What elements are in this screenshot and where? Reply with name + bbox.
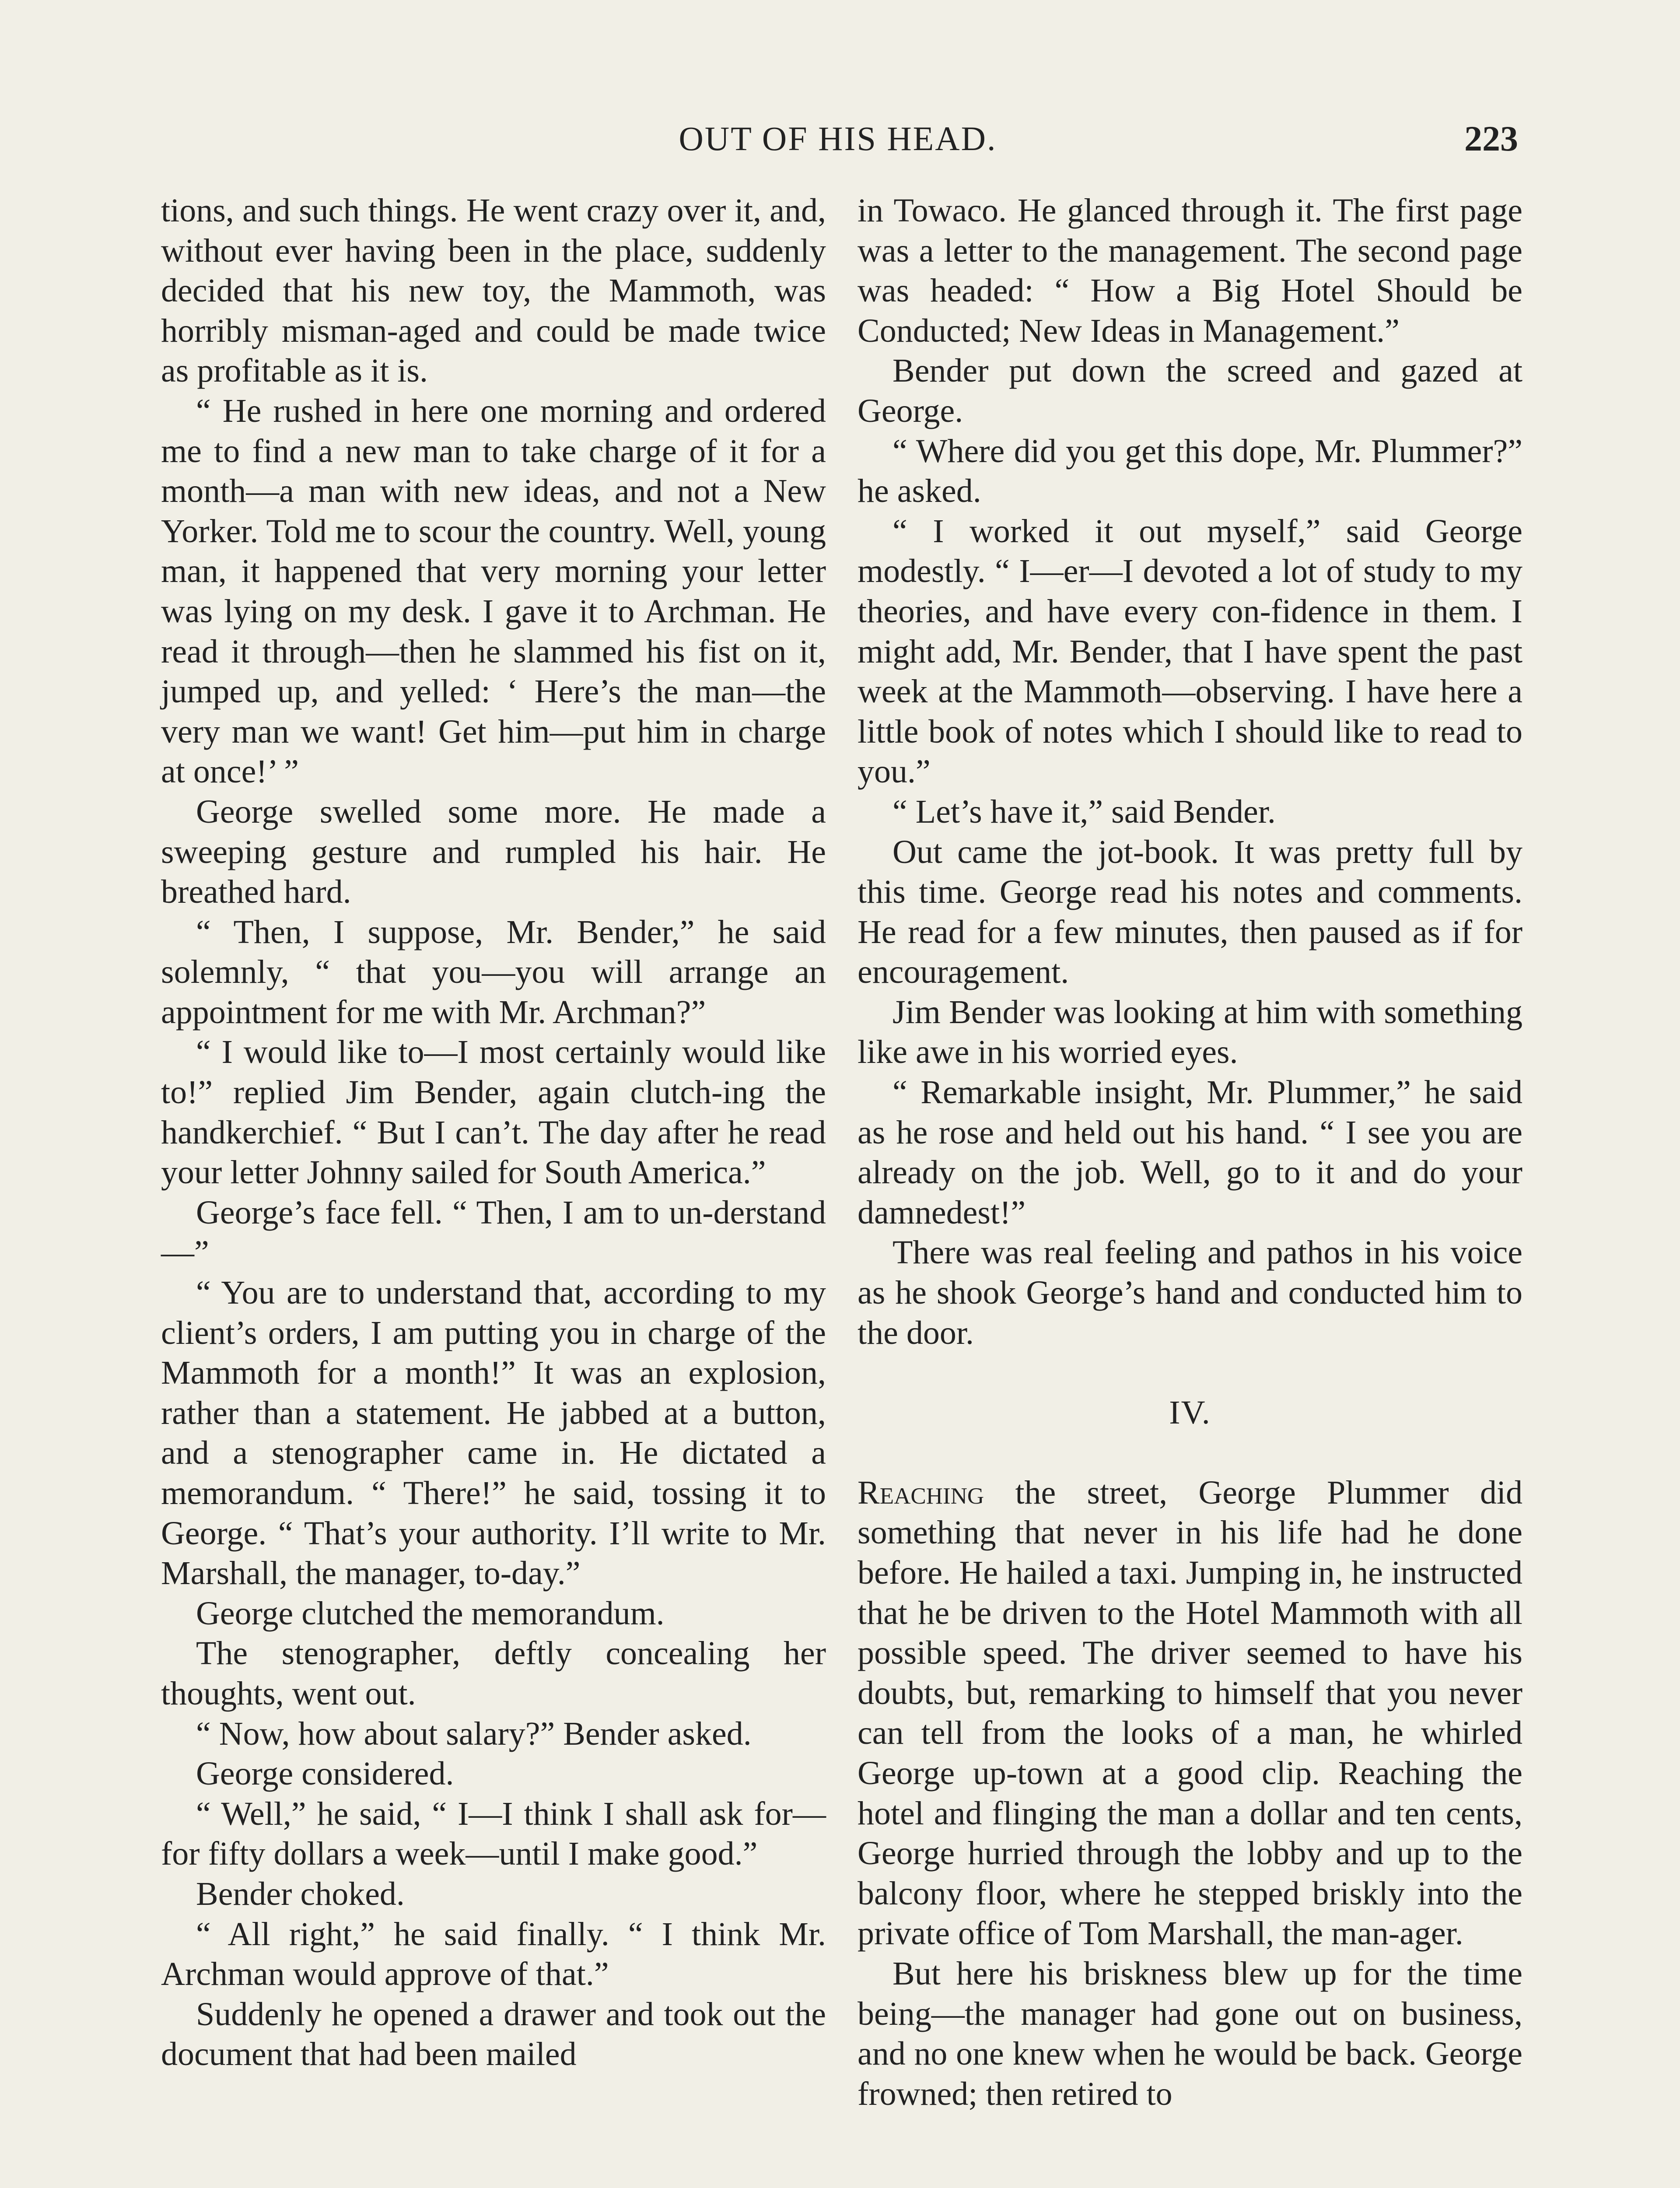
section-heading: IV. [1169,1394,1211,1431]
running-title: OUT OF HIS HEAD. [679,119,997,158]
paragraph: tions, and such things. He went crazy over it, and, without ever having been in the place, suddenly decided that his new toy, the Mammoth, was horribly misman-aged and could be made twice as profitable as it is. [161,192,826,389]
paragraph: George swelled some more. He made a sweeping gesture and rumpled his hair. He breathed hard. [161,793,826,911]
running-head [158,115,1518,163]
page-number: 223 [1464,119,1518,158]
paragraph: “ Well,” he said, “ I—I think I shall ask for—for fifty dollars a week—until I make good.” [161,1795,826,1872]
paragraph [858,1473,1522,1954]
paragraph: “ You are to understand that, according to my client’s orders, I am putting you in charge of the Mammoth for a month!” It was an explosion, rather than a statement. He jabbed at a button, and a stenographer came in. He dictated a memorandum. “ There!” he said, tossing it to George. “ That’s your authority. I’ll write to Mr. Marshall, the manager, to-day.” [161,1274,826,1592]
paragraph: But here his briskness blew up for the time being—the manager had gone out on business, and no one knew when he would be back. George frowned; then retired to [858,1955,1522,2112]
paragraph: Suddenly he opened a drawer and took out the document that had been mailed [161,1995,826,2073]
paragraph: Bender choked. [196,1875,405,1912]
paragraph: “ I worked it out myself,” said George modestly. “ I—er—I devoted a lot of study to my theories, and have every con-fidence in them. I might add, Mr. Bender, that I have spent the past week at the Mammoth—observing. I have here a little book of notes which I should like to read to you.” [858,512,1522,790]
paragraph-text: the street, George Plummer did something that never in his life had he done before. He hailed a taxi. Jumping in, he instructed that he be driven to the Hotel Mammoth with all possible speed. The driver seemed to have his doubts, but, remarking to himself that you never can tell from the looks of a man, he whirled George up-town at a good clip. Reaching the hotel and flinging the man a dollar and ten cents, George hurried through the lobby and up to the balcony floor, where he stepped briskly into the private office of Tom Marshall, the man-ager. [858,1474,1522,1952]
paragraph: Out came the jot-book. It was pretty full by this time. George read his notes and comments. He read for a few minutes, then paused as if for encouragement. [858,833,1522,991]
paragraph: “ Let’s have it,” said Bender. [892,793,1276,830]
paragraph: in Towaco. He glanced through it. The first page was a letter to the management. The second page was headed: “ How a Big Hotel Should be Conducted; New Ideas in Management.” [858,192,1522,349]
paragraph: “ Remarkable insight, Mr. Plummer,” he said as he rose and held out his hand. “ I see you are already on the job. Well, go to it and do your damnedest!” [858,1074,1522,1231]
right-column [858,191,1522,2114]
paragraph: Jim Bender was looking at him with something like awe in his worried eyes. [858,993,1522,1071]
paragraph: “ Where did you get this dope, Mr. Plummer?” he asked. [858,432,1522,510]
paragraph: George clutched the memorandum. [196,1595,665,1632]
paragraph: “ He rushed in here one morning and ordered me to find a new man to take charge of it for a month—a man with new ideas, and not a New Yorker. Told me to scour the country. Well, young man, it happened that very morning your letter was lying on my desk. I gave it to Archman. He read it through—then he slammed his fist on it, jumped up, and yelled: ‘ Here’s the man—the very man we want! Get him—put him in charge at once!’ ” [161,392,826,790]
paragraph: Bender put down the screed and gazed at George. [858,352,1522,429]
paragraph: “ Then, I suppose, Mr. Bender,” he said solemnly, “ that you—you will arrange an appointment for me with Mr. Archman?” [161,913,826,1031]
paragraph: “ I would like to—I most certainly would like to!” replied Jim Bender, again clutch-ing the handkerchief. “ But I can’t. The day after he read your letter Johnny sailed for South America.” [161,1034,826,1191]
paragraph: There was real feeling and pathos in his voice as he shook George’s hand and conducted him to the door. [858,1234,1522,1351]
paragraph: George’s face fell. “ Then, I am to un-derstand—” [161,1194,826,1271]
left-column [161,191,826,2075]
paragraph: George considered. [196,1755,454,1792]
paragraph: “ Now, how about salary?” Bender asked. [196,1715,752,1752]
small-caps-lead: Reaching [858,1474,984,1511]
paragraph: The stenographer, deftly concealing her thoughts, went out. [161,1635,826,1712]
paragraph: “ All right,” he said finally. “ I think Mr. Archman would approve of that.” [161,1915,826,1993]
